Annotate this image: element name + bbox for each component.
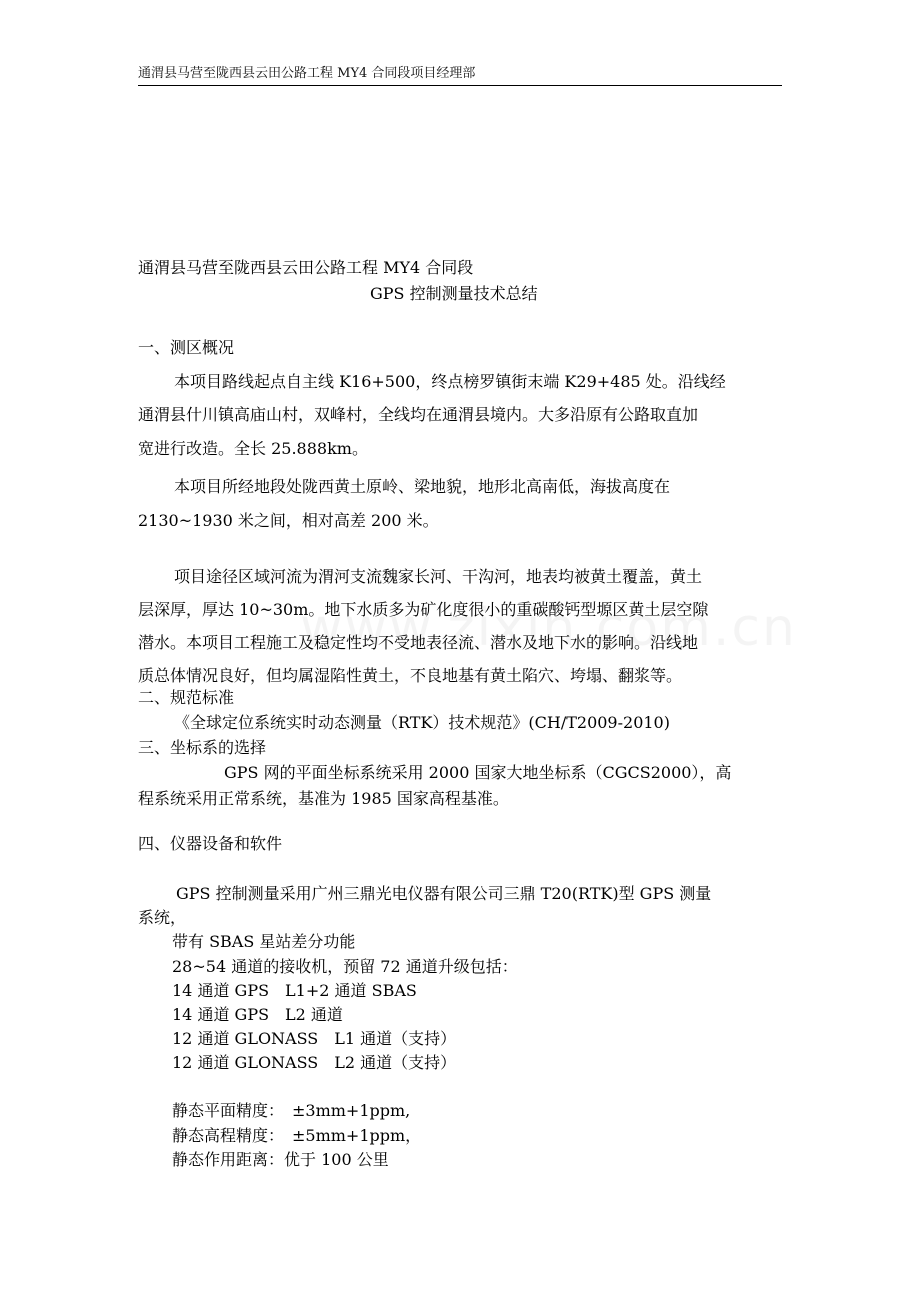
- standard-reference: 《全球定位系统实时动态测量（RTK）技术规范》(CH/T2009-2010): [174, 713, 670, 732]
- feature-item: 12 通道 GLONASS L1 通道（支持）: [172, 1029, 457, 1048]
- paragraph-line: 程系统采用正常系统，基准为 1985 国家高程基准。: [138, 789, 509, 808]
- feature-item: 14 通道 GPS L1+2 通道 SBAS: [172, 981, 417, 1000]
- paragraph-line: 宽进行改造。全长 25.888km。: [138, 439, 368, 458]
- feature-item: 12 通道 GLONASS L2 通道（支持）: [172, 1053, 457, 1072]
- document-title: 通渭县马营至陇西县云田公路工程 MY4 合同段: [138, 258, 474, 277]
- document-subtitle: GPS 控制测量技术总结: [370, 284, 538, 303]
- feature-item: 14 通道 GPS L2 通道: [172, 1005, 343, 1024]
- section-heading-coordinate-system: 三、坐标系的选择: [138, 738, 267, 757]
- paragraph-line: GPS 网的平面坐标系统采用 2000 国家大地坐标系（CGCS2000），高: [224, 763, 732, 782]
- section-heading-survey-area: 一、测区概况: [138, 338, 235, 357]
- paragraph-line: 2130~1930 米之间，相对高差 200 米。: [138, 511, 439, 530]
- paragraph-line: 本项目路线起点自主线 K16+500，终点榜罗镇街末端 K29+485 处。沿线经: [174, 372, 726, 391]
- spec-item: 静态高程精度： ±5mm+1ppm，: [172, 1126, 422, 1145]
- spec-item: 静态平面精度： ±3mm+1ppm,: [172, 1101, 411, 1120]
- paragraph-line: GPS 控制测量采用广州三鼎光电仪器有限公司三鼎 T20(RTK)型 GPS 测量: [176, 884, 712, 903]
- section-heading-standards: 二、规范标准: [138, 688, 235, 707]
- header-divider: [138, 85, 782, 86]
- section-heading-equipment: 四、仪器设备和软件: [138, 834, 283, 853]
- paragraph-line: 层深厚，厚达 10~30m。地下水质多为矿化度很小的重碳酸钙型塬区黄土层空隙: [138, 600, 709, 619]
- paragraph-line: 本项目所经地段处陇西黄土原岭、梁地貌，地形北高南低，海拔高度在: [174, 477, 671, 496]
- paragraph-line: 潜水。本项目工程施工及稳定性均不受地表径流、潜水及地下水的影响。沿线地: [138, 633, 699, 652]
- paragraph-line: 通渭县什川镇高庙山村，双峰村，全线均在通渭县境内。大多沿原有公路取直加: [138, 405, 699, 424]
- paragraph-line: 质总体情况良好，但均属湿陷性黄土，不良地基有黄土陷穴、垮塌、翻浆等。: [138, 666, 683, 685]
- spec-item: 静态作用距离：优于 100 公里: [172, 1150, 389, 1169]
- feature-item: 带有 SBAS 星站差分功能: [172, 932, 356, 951]
- feature-item: 28~54 通道的接收机，预留 72 通道升级包括：: [172, 957, 518, 976]
- paragraph-line: 项目途径区域河流为渭河支流魏家长河、干沟河，地表均被黄土覆盖，黄土: [174, 567, 703, 586]
- page-header: 通渭县马营至陇西县云田公路工程 MY4 合同段项目经理部: [138, 66, 476, 81]
- paragraph-line: 系统，: [138, 908, 187, 927]
